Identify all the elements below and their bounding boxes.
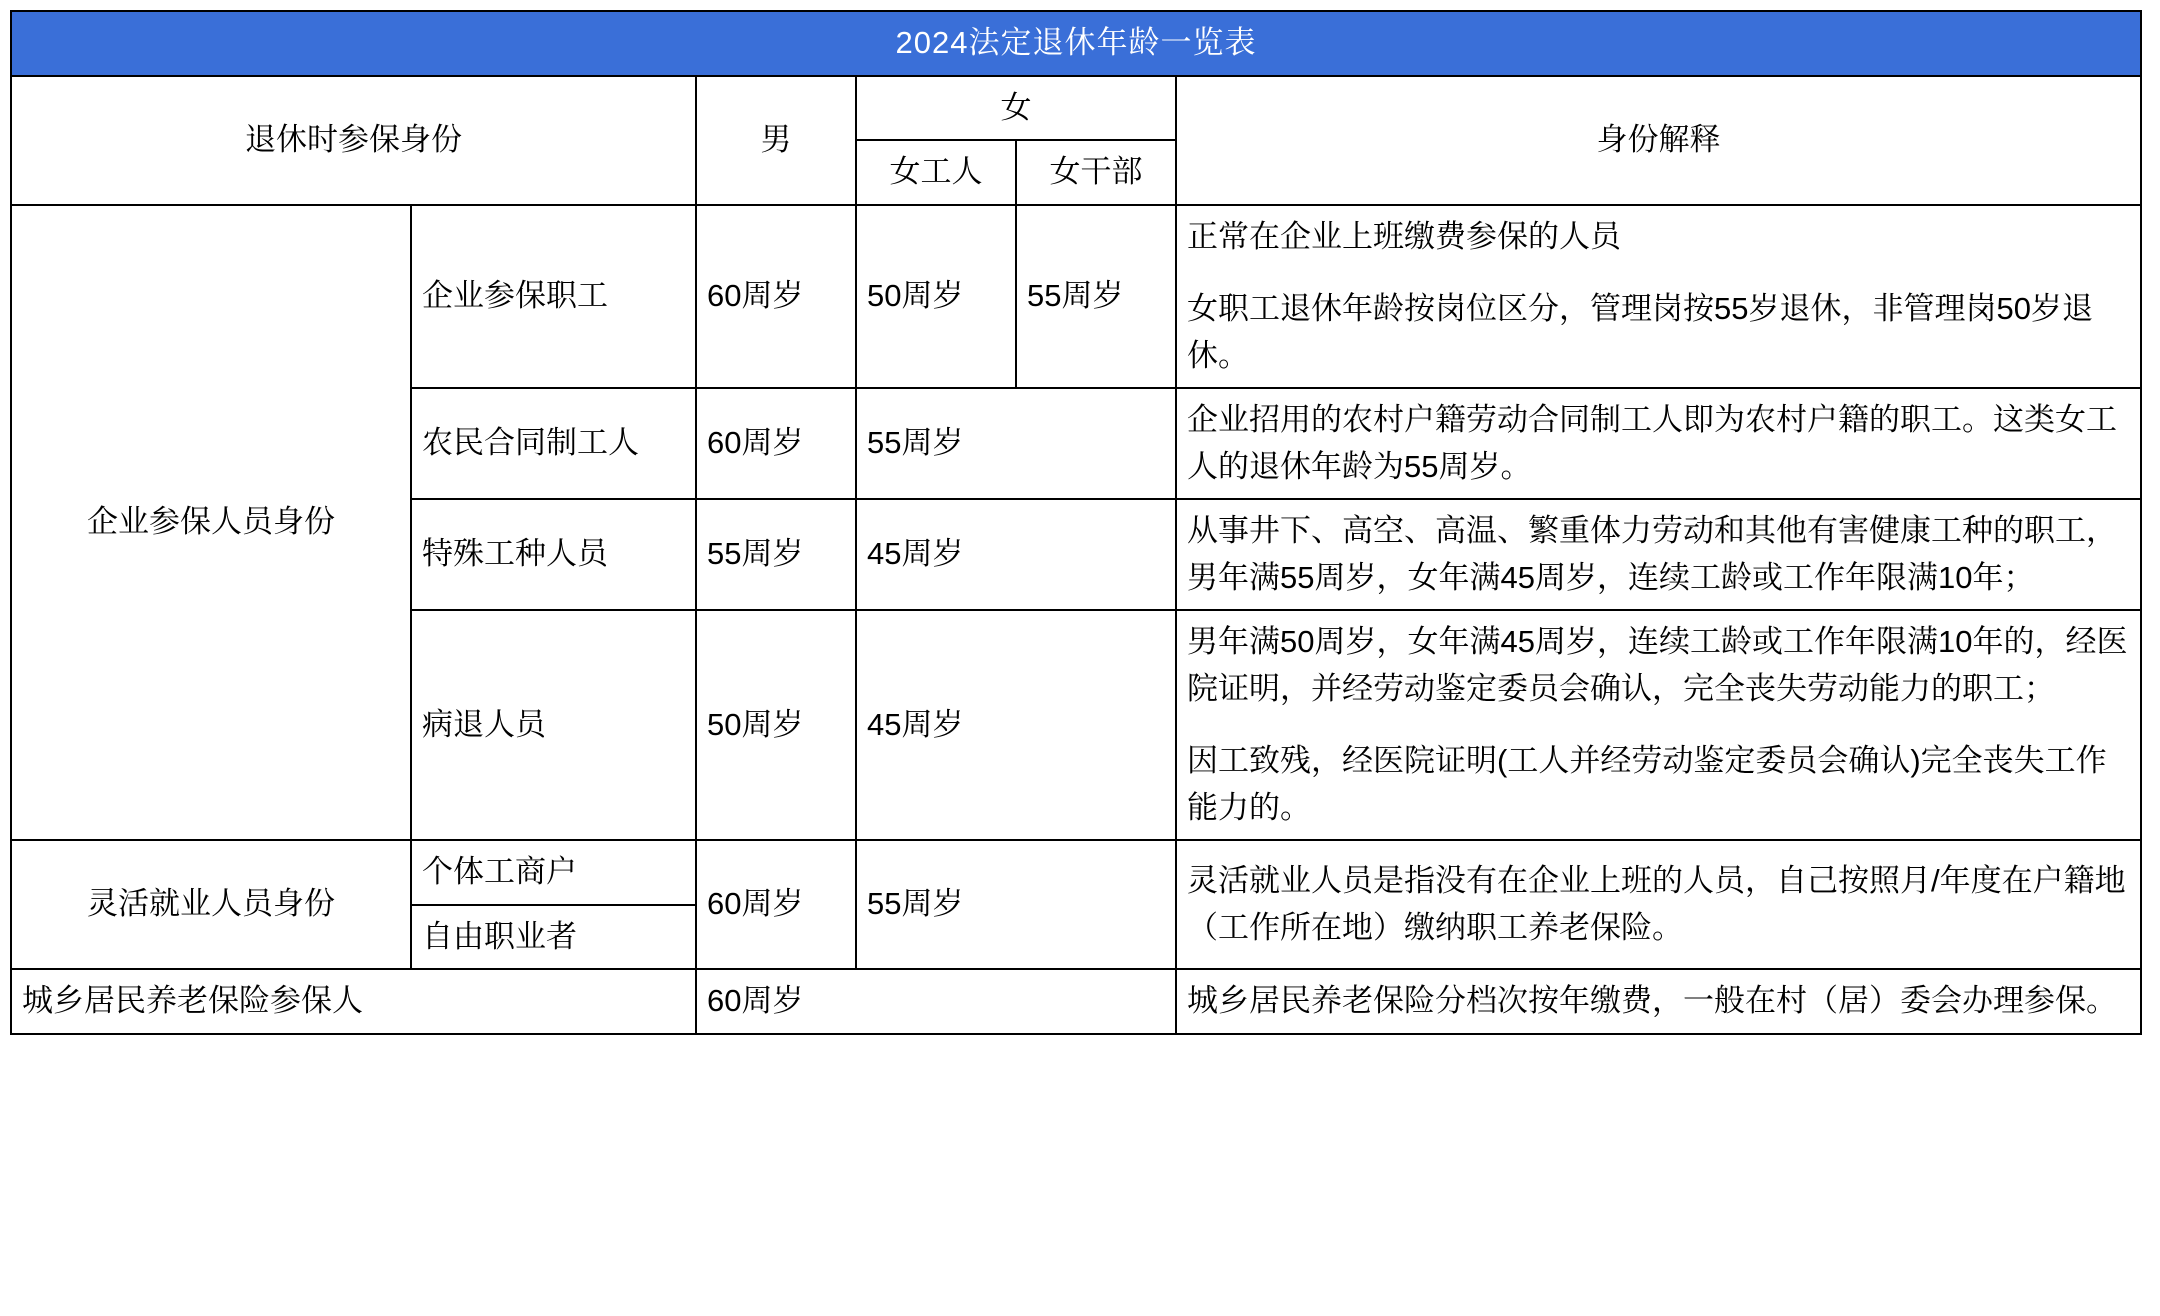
row-label-farmer-contract: 农民合同制工人 xyxy=(411,388,696,499)
row-label-self-employed: 个体工商户 xyxy=(411,840,696,905)
table-row-self-employed xyxy=(11,840,2141,905)
desc-resident-insurance: 城乡居民养老保险分档次按年缴费，一般在村（居）委会办理参保。 xyxy=(1176,969,2141,1034)
age-female-special-job: 45周岁 xyxy=(856,499,1176,610)
category-flexible: 灵活就业人员身份 xyxy=(11,840,411,969)
age-female-worker-enterprise-employee: 50周岁 xyxy=(856,205,1016,389)
table-row-resident-insurance xyxy=(11,969,2141,1034)
desc-enterprise-employee xyxy=(1176,205,2141,389)
age-male-farmer-contract: 60周岁 xyxy=(696,388,856,499)
desc-enterprise-employee-p2: 女职工退休年龄按岗位区分，管理岗按55岁退休，非管理岗50岁退休。 xyxy=(1187,291,2093,373)
category-enterprise: 企业参保人员身份 xyxy=(11,205,411,841)
age-female-cadre-enterprise-employee: 55周岁 xyxy=(1016,205,1176,389)
header-female-cadre: 女干部 xyxy=(1016,140,1176,205)
age-male-flexible: 60周岁 xyxy=(696,840,856,969)
age-male-sick-retire: 50周岁 xyxy=(696,610,856,840)
desc-special-job: 从事井下、高空、高温、繁重体力劳动和其他有害健康工种的职工，男年满55周岁，女年满45周岁，连续工龄或工作年限满10年； xyxy=(1176,499,2141,610)
age-female-sick-retire: 45周岁 xyxy=(856,610,1176,840)
desc-sick-retire xyxy=(1176,610,2141,840)
header-explanation: 身份解释 xyxy=(1176,76,2141,205)
category-resident: 城乡居民养老保险参保人 xyxy=(11,969,696,1034)
desc-farmer-contract: 企业招用的农村户籍劳动合同制工人即为农村户籍的职工。这类女工人的退休年龄为55周岁。 xyxy=(1176,388,2141,499)
table-header-row-1 xyxy=(11,76,2141,141)
header-male: 男 xyxy=(696,76,856,205)
row-label-special-job: 特殊工种人员 xyxy=(411,499,696,610)
age-female-flexible: 55周岁 xyxy=(856,840,1176,969)
table-title-row xyxy=(11,11,2141,76)
age-male-special-job: 55周岁 xyxy=(696,499,856,610)
header-identity: 退休时参保身份 xyxy=(11,76,696,205)
row-label-freelancer: 自由职业者 xyxy=(411,905,696,970)
age-female-farmer-contract: 55周岁 xyxy=(856,388,1176,499)
row-label-enterprise-employee: 企业参保职工 xyxy=(411,205,696,389)
age-resident-insurance: 60周岁 xyxy=(696,969,1176,1034)
desc-sick-retire-p1: 男年满50周岁，女年满45周岁，连续工龄或工作年限满10年的，经医院证明，并经劳动鉴定委员会确认，完全丧失劳动能力的职工； xyxy=(1187,624,2128,706)
desc-sick-retire-p2: 因工致残，经医院证明(工人并经劳动鉴定委员会确认)完全丧失工作能力的。 xyxy=(1187,743,2107,825)
page-title: 2024法定退休年龄一览表 xyxy=(11,11,2141,76)
row-label-sick-retire: 病退人员 xyxy=(411,610,696,840)
retirement-age-table xyxy=(10,10,2142,1035)
desc-flexible: 灵活就业人员是指没有在企业上班的人员，自己按照月/年度在户籍地（工作所在地）缴纳职工养老保险。 xyxy=(1176,840,2141,969)
age-male-enterprise-employee: 60周岁 xyxy=(696,205,856,389)
table-row-enterprise-employee xyxy=(11,205,2141,389)
desc-enterprise-employee-p1: 正常在企业上班缴费参保的人员 xyxy=(1187,218,1621,254)
header-female: 女 xyxy=(856,76,1176,141)
header-female-worker: 女工人 xyxy=(856,140,1016,205)
